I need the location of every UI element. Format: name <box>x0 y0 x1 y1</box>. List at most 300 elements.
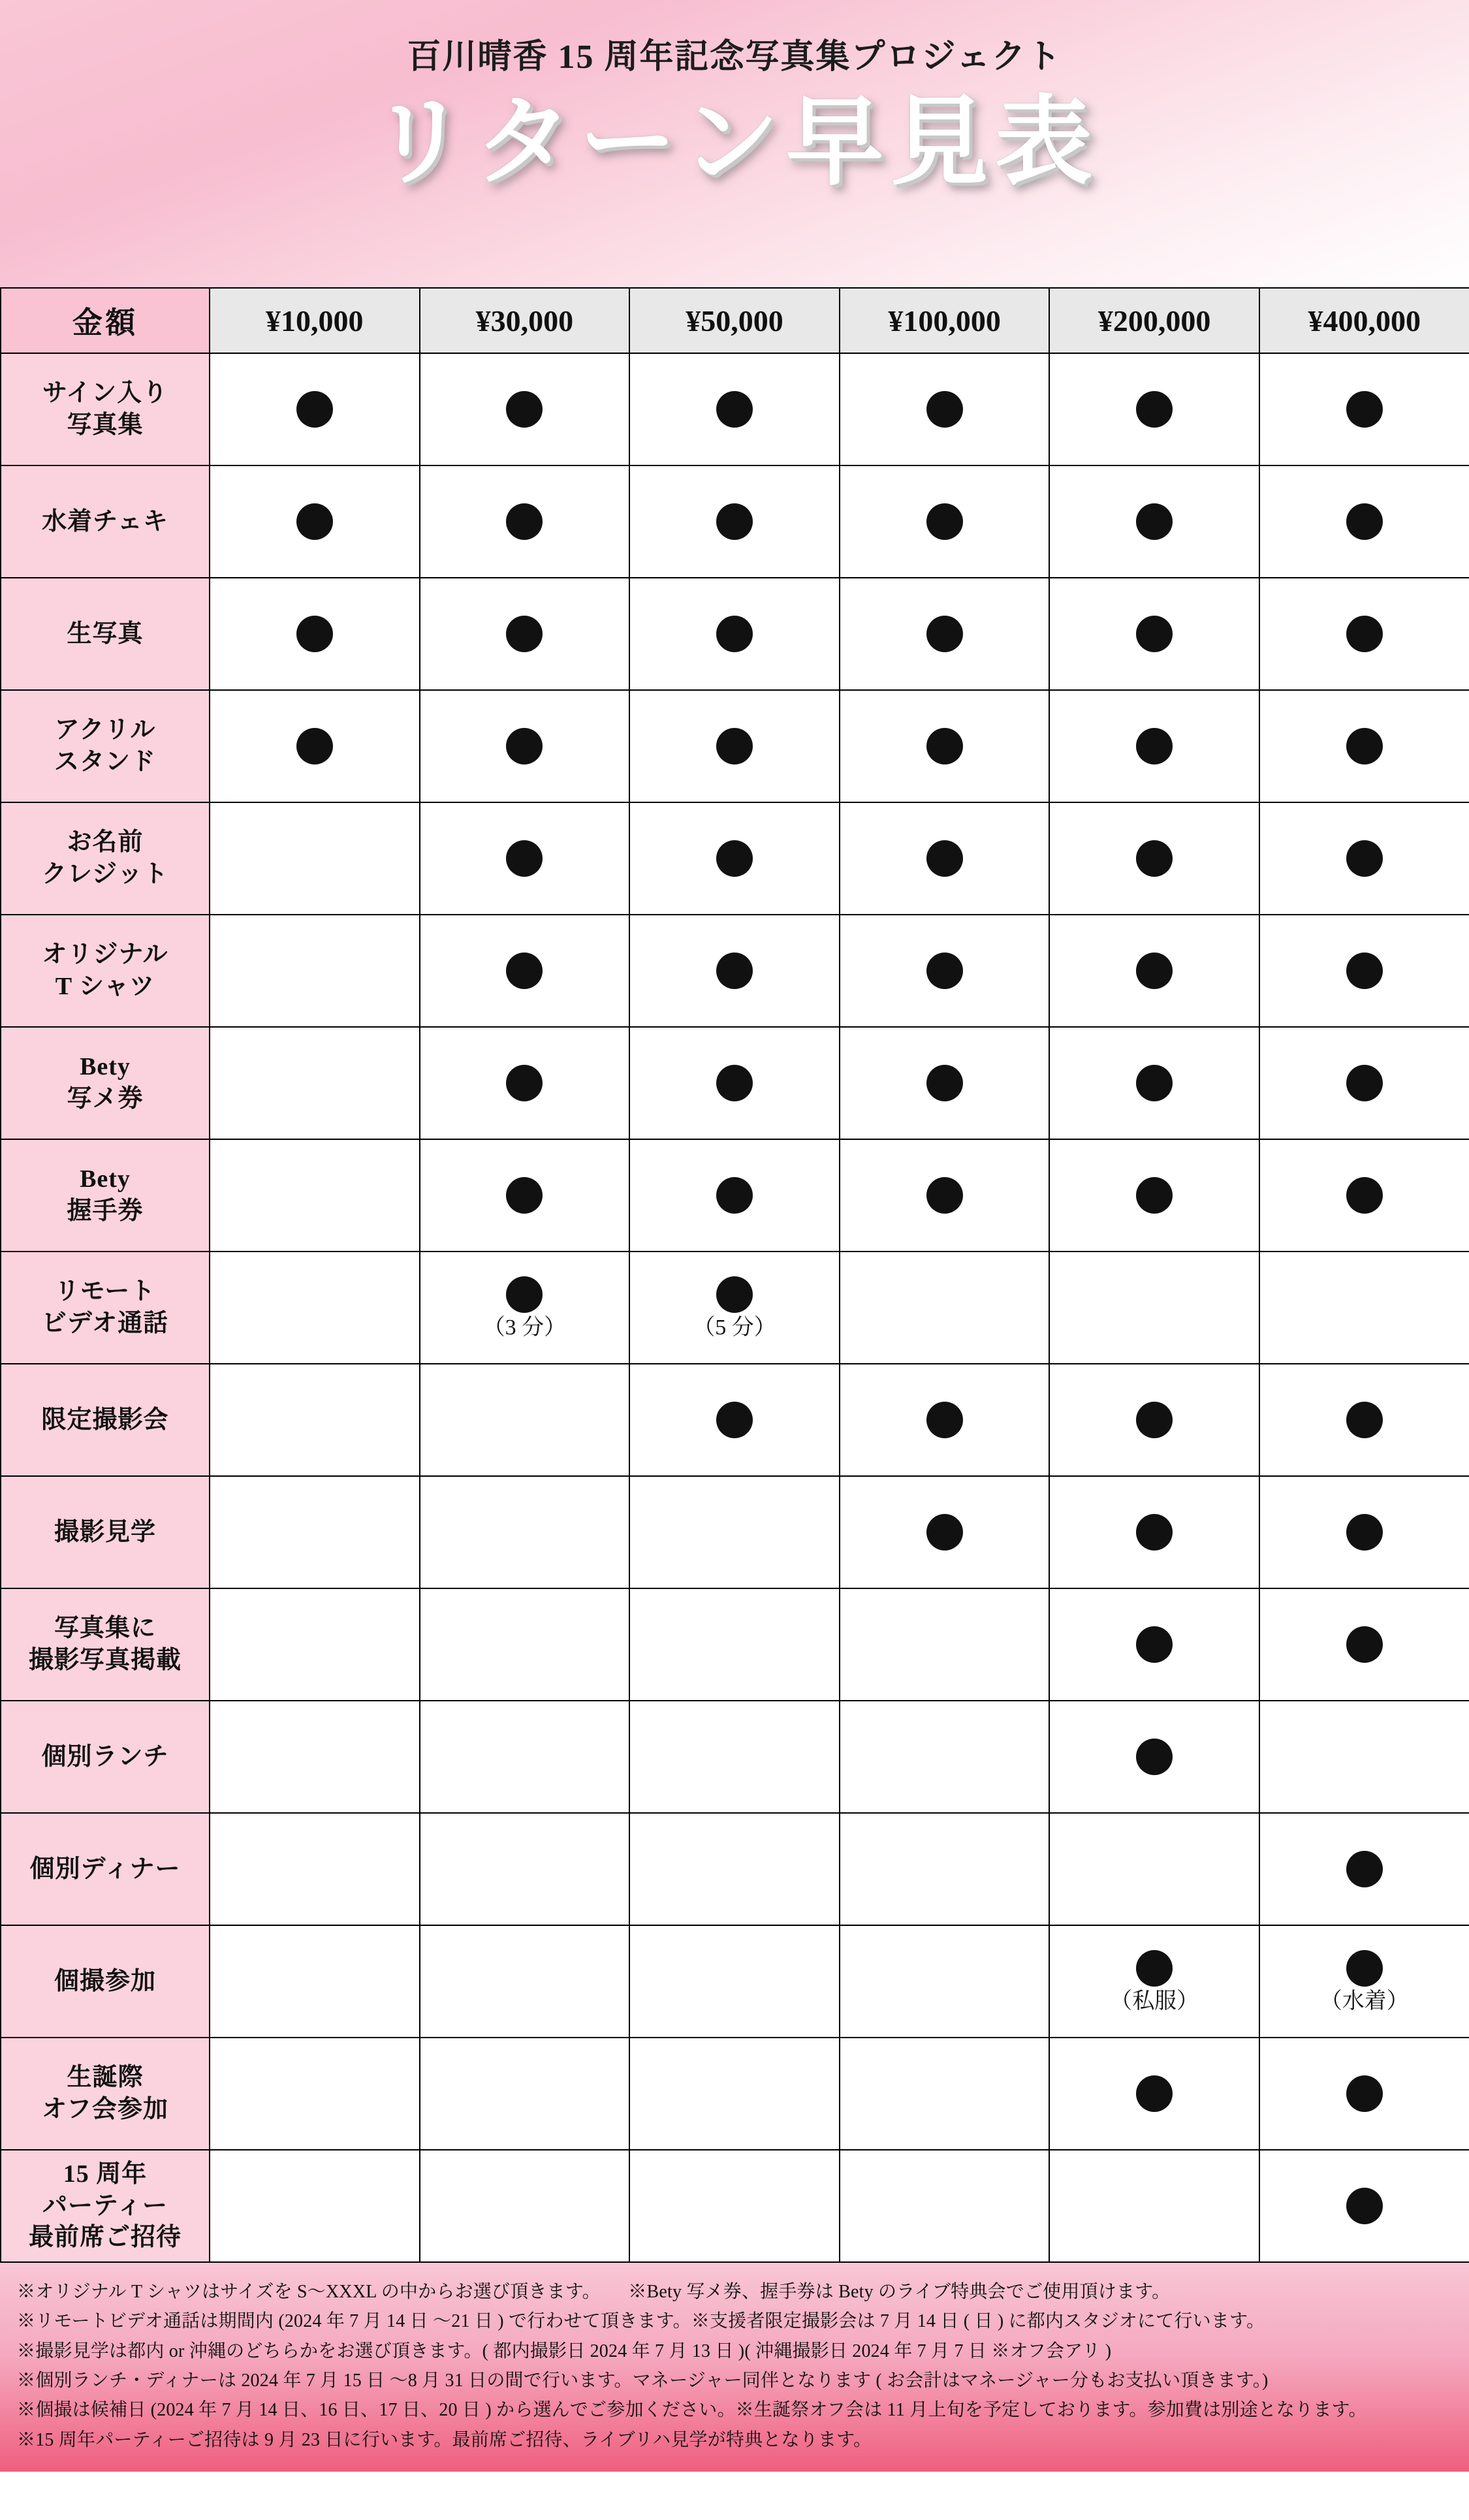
footnote-line: ※15 周年パーティーご招待は 9 月 23 日に行います。最前席ご招待、ライブリハ見学が特典となります。 <box>17 2429 872 2450</box>
reward-cell-content <box>1261 1950 1468 2013</box>
reward-cell-content <box>1261 840 1468 877</box>
reward-cell <box>1259 1027 1469 1139</box>
footnote-line: ※個別ランチ・ディナーは 2024 年 7 月 15 日 〜8 月 31 日の間で行います。マネージャー同伴となります ( お会計はマネージャー分もお支払い頂きます。) <box>17 2370 1269 2391</box>
reward-row-label-line: 握手券 <box>67 1197 144 1225</box>
reward-cell-content <box>1261 391 1468 428</box>
reward-cell <box>1259 578 1469 690</box>
reward-cell-content <box>841 840 1049 877</box>
reward-cell <box>420 1701 630 1813</box>
reward-cell-content <box>421 503 629 540</box>
reward-cell <box>210 1139 420 1252</box>
reward-cell <box>1049 2150 1259 2262</box>
reward-cell <box>1259 1252 1469 1364</box>
matrix-tier-header: ¥200,000 <box>1049 288 1259 353</box>
reward-cell <box>420 1476 630 1588</box>
included-dot-icon <box>1136 616 1173 652</box>
reward-row-label-line: パーティー <box>42 2192 168 2220</box>
included-dot-icon <box>1346 2188 1383 2224</box>
reward-cell <box>210 1252 420 1364</box>
table-row <box>1 2038 1469 2150</box>
reward-cell-content <box>1261 953 1468 989</box>
reward-cell-content <box>1261 1065 1468 1101</box>
included-dot-icon <box>1136 1950 1173 1987</box>
included-dot-icon <box>1346 1851 1383 1887</box>
reward-cell-content <box>1050 2075 1258 2112</box>
reward-cell-content <box>211 616 419 652</box>
table-row <box>1 578 1469 690</box>
reward-cell <box>840 690 1050 802</box>
reward-cell-content <box>841 728 1049 764</box>
reward-cell <box>1049 915 1259 1027</box>
reward-cell <box>629 2150 840 2262</box>
reward-cell-content <box>1050 1402 1258 1438</box>
included-dot-icon <box>1136 728 1173 764</box>
included-dot-icon <box>716 1402 753 1438</box>
included-dot-icon <box>926 391 963 428</box>
reward-row-label-line: Bety <box>80 1165 131 1193</box>
reward-row-label-line: 15 周年 <box>63 2160 148 2188</box>
reward-row-label <box>1 578 210 690</box>
reward-cell <box>1049 1252 1259 1364</box>
matrix-header-row <box>1 288 1469 353</box>
reward-cell-content <box>1050 1065 1258 1101</box>
reward-row-label-line: リモート <box>54 1278 156 1306</box>
reward-cell <box>840 578 1050 690</box>
included-dot-icon <box>296 391 333 428</box>
included-dot-icon <box>296 503 333 540</box>
reward-row-label-line: オリジナル <box>42 941 168 969</box>
included-dot-icon <box>1136 840 1173 877</box>
reward-cell <box>210 1813 420 1925</box>
reward-cell-content <box>1261 616 1468 652</box>
included-dot-icon <box>1136 1626 1173 1663</box>
reward-cell <box>1049 1364 1259 1476</box>
reward-cell <box>1049 465 1259 578</box>
reward-cell <box>1259 2038 1469 2150</box>
reward-cell-content <box>211 391 419 428</box>
included-dot-icon <box>506 840 543 877</box>
reward-cell-content <box>631 728 838 764</box>
reward-cell-content <box>841 503 1049 540</box>
table-row <box>1 465 1469 578</box>
reward-cell-content <box>841 391 1049 428</box>
included-dot-icon <box>926 616 963 652</box>
reward-row-label-line: ビデオ通話 <box>41 1310 169 1337</box>
reward-cell-content <box>1050 1950 1258 2013</box>
reward-row-label-line: 撮影写真掲載 <box>28 1646 182 1674</box>
included-dot-icon <box>1346 503 1383 540</box>
reward-cell <box>840 1364 1050 1476</box>
reward-cell <box>1049 1701 1259 1813</box>
reward-cell-content <box>841 953 1049 989</box>
reward-cell <box>1259 353 1469 465</box>
included-dot-icon <box>1136 1739 1173 1775</box>
reward-cell <box>629 1588 840 1701</box>
matrix-tier-header: ¥400,000 <box>1259 288 1469 353</box>
reward-cell <box>840 465 1050 578</box>
reward-cell <box>210 1027 420 1139</box>
reward-cell-content <box>1050 728 1258 764</box>
included-dot-icon <box>716 840 753 877</box>
reward-row-label <box>1 2150 210 2262</box>
reward-cell-content <box>1050 1739 1258 1775</box>
reward-row-label-line: 写メ券 <box>67 1085 144 1112</box>
included-dot-icon <box>506 728 543 764</box>
reward-cell-content <box>631 391 838 428</box>
reward-cell-content <box>1050 616 1258 652</box>
table-row <box>1 802 1469 915</box>
included-dot-icon <box>1346 728 1383 764</box>
reward-row-label-line: 限定撮影会 <box>41 1406 169 1434</box>
reward-cell <box>210 578 420 690</box>
table-row <box>1 915 1469 1027</box>
reward-row-label <box>1 915 210 1027</box>
reward-cell-content <box>841 1402 1049 1438</box>
included-dot-icon <box>1136 1514 1173 1551</box>
reward-cell <box>1259 1813 1469 1925</box>
reward-cell <box>210 690 420 802</box>
reward-row-label-line: 生誕際 <box>67 2064 144 2092</box>
reward-cell <box>840 2150 1050 2262</box>
reward-cell-content <box>631 1177 838 1214</box>
reward-row-label <box>1 1813 210 1925</box>
reward-cell <box>420 2038 630 2150</box>
reward-cell-content <box>631 616 838 652</box>
included-dot-icon <box>1346 1626 1383 1663</box>
included-dot-icon <box>1346 2075 1383 2112</box>
reward-cell <box>629 465 840 578</box>
reward-cell-content <box>1261 1177 1468 1214</box>
reward-cell <box>1259 465 1469 578</box>
table-row <box>1 1476 1469 1588</box>
table-row <box>1 690 1469 802</box>
reward-cell-content <box>1050 840 1258 877</box>
reward-cell-note: （私服） <box>1110 1989 1199 2013</box>
reward-row-label-line: 最前席ご招待 <box>28 2224 182 2252</box>
reward-cell <box>840 1925 1050 2038</box>
reward-row-label-line: スタンド <box>54 748 156 776</box>
included-dot-icon <box>926 503 963 540</box>
reward-row-label <box>1 353 210 465</box>
reward-row-label-line: サイン入り <box>42 379 168 407</box>
reward-row-label-line: 個別ランチ <box>41 1742 169 1771</box>
reward-cell <box>629 915 840 1027</box>
reward-cell <box>1049 802 1259 915</box>
table-row <box>1 2150 1469 2262</box>
included-dot-icon <box>716 391 753 428</box>
reward-cell <box>1049 690 1259 802</box>
reward-cell-content <box>211 728 419 764</box>
reward-cell <box>1259 1588 1469 1701</box>
included-dot-icon <box>1346 1402 1383 1438</box>
reward-cell-note: （3 分） <box>482 1315 567 1340</box>
reward-cell <box>1049 1925 1259 2038</box>
reward-cell-content <box>1261 1851 1468 1887</box>
reward-cell-content <box>1050 1626 1258 1663</box>
reward-cell <box>629 1027 840 1139</box>
reward-row-label-line: T シャツ <box>55 973 155 1000</box>
reward-cell <box>629 1925 840 2038</box>
included-dot-icon <box>506 616 543 652</box>
reward-cell <box>1049 1813 1259 1925</box>
table-row <box>1 1925 1469 2038</box>
table-row <box>1 1813 1469 1925</box>
reward-row-label-line: 個撮参加 <box>54 1967 156 1995</box>
matrix-body <box>1 353 1469 2262</box>
reward-cell-content <box>421 1065 629 1101</box>
reward-cell <box>420 1027 630 1139</box>
reward-matrix-table <box>0 287 1469 2263</box>
reward-row-label-line: オフ会参加 <box>42 2096 168 2123</box>
reward-cell <box>210 1925 420 2038</box>
reward-cell-content <box>631 1065 838 1101</box>
reward-cell-content <box>631 1402 838 1438</box>
included-dot-icon <box>716 953 753 989</box>
included-dot-icon <box>1346 391 1383 428</box>
table-row <box>1 1588 1469 1701</box>
reward-cell <box>1259 915 1469 1027</box>
reward-cell <box>1259 1476 1469 1588</box>
included-dot-icon <box>926 1065 963 1101</box>
reward-cell-content <box>1261 503 1468 540</box>
reward-cell <box>420 1139 630 1252</box>
reward-cell <box>420 2150 630 2262</box>
reward-cell-content <box>841 1177 1049 1214</box>
reward-row-label <box>1 1364 210 1476</box>
reward-row-label <box>1 1476 210 1588</box>
reward-cell-content <box>631 503 838 540</box>
included-dot-icon <box>1136 1402 1173 1438</box>
reward-row-label-line: 写真集に <box>54 1614 156 1643</box>
reward-row-label <box>1 2038 210 2150</box>
reward-cell <box>1049 353 1259 465</box>
reward-cell <box>420 353 630 465</box>
footnote-line: ※撮影見学は都内 or 沖縄のどちらかをお選び頂きます。( 都内撮影日 2024 年 7 月 13 日 )( 沖縄撮影日 2024 年 7 月 7 日 ※オフ会アリ ) <box>17 2340 1112 2361</box>
reward-cell <box>210 1476 420 1588</box>
reward-cell <box>1049 578 1259 690</box>
included-dot-icon <box>1346 1177 1383 1214</box>
reward-cell-content <box>631 840 838 877</box>
reward-cell-content <box>421 1276 629 1339</box>
reward-cell <box>1259 1139 1469 1252</box>
included-dot-icon <box>716 1065 753 1101</box>
reward-cell <box>629 1252 840 1364</box>
reward-cell <box>1049 1476 1259 1588</box>
reward-cell <box>210 2038 420 2150</box>
reward-cell <box>1049 1139 1259 1252</box>
reward-cell <box>420 1252 630 1364</box>
reward-cell <box>629 578 840 690</box>
reward-cell-content <box>631 953 838 989</box>
included-dot-icon <box>1346 840 1383 877</box>
table-row <box>1 353 1469 465</box>
reward-cell-content <box>1261 1514 1468 1551</box>
reward-cell <box>210 915 420 1027</box>
reward-cell <box>840 1027 1050 1139</box>
reward-cell <box>629 353 840 465</box>
reward-row-label <box>1 1701 210 1813</box>
footnote-line: ※個撮は候補日 (2024 年 7 月 14 日、16 日、17 日、20 日 ) から選んでご参加ください。※生誕祭オフ会は 11 月上旬を予定しております。参加費は別途となります。 <box>17 2400 1367 2421</box>
reward-cell <box>629 1139 840 1252</box>
included-dot-icon <box>506 953 543 989</box>
table-row <box>1 1701 1469 1813</box>
reward-cell <box>210 465 420 578</box>
included-dot-icon <box>716 503 753 540</box>
reward-cell <box>420 690 630 802</box>
included-dot-icon <box>1346 953 1383 989</box>
table-row <box>1 1139 1469 1252</box>
footnote-line: ※オリジナル T シャツはサイズを S〜XXXL の中からお選び頂きます。 ※Bety 写メ券、握手券は Bety のライブ特典会でご使用頂けます。 <box>17 2282 1171 2302</box>
reward-cell <box>629 690 840 802</box>
table-row <box>1 1252 1469 1364</box>
reward-row-label-line: クレジット <box>41 860 169 888</box>
header-text-block <box>0 0 1469 195</box>
reward-cell-note: （水着） <box>1319 1989 1409 2013</box>
reward-cell-content <box>421 1177 629 1214</box>
reward-row-label <box>1 1139 210 1252</box>
reward-cell-content <box>1050 1514 1258 1551</box>
reward-cell <box>840 1252 1050 1364</box>
reward-cell-content <box>841 1514 1049 1551</box>
reward-cell <box>420 1813 630 1925</box>
reward-cell-content <box>1261 1402 1468 1438</box>
reward-row-label <box>1 465 210 578</box>
reward-cell-content <box>1050 391 1258 428</box>
reward-cell-content <box>1050 1177 1258 1214</box>
reward-cell-note: （5 分） <box>693 1315 776 1340</box>
matrix-tier-header: ¥100,000 <box>840 288 1050 353</box>
reward-row-label <box>1 1925 210 2038</box>
reward-cell <box>629 1476 840 1588</box>
reward-row-label <box>1 1252 210 1364</box>
reward-cell-content <box>421 616 629 652</box>
reward-cell <box>420 578 630 690</box>
reward-cell-content <box>1261 2075 1468 2112</box>
reward-cell <box>840 802 1050 915</box>
included-dot-icon <box>926 1402 963 1438</box>
reward-cell-content <box>1261 1626 1468 1663</box>
reward-cell <box>1259 1701 1469 1813</box>
reward-cell-content <box>421 840 629 877</box>
reward-row-label-line: 写真集 <box>67 411 144 439</box>
footnote-line: ※リモートビデオ通話は期間内 (2024 年 7 月 14 日 〜21 日 ) で行わせて頂きます。※支援者限定撮影会は 7 月 14 日 ( 日 ) に都内スタジオにて行います。 <box>17 2311 1265 2332</box>
reward-cell-content <box>841 616 1049 652</box>
reward-cell <box>840 353 1050 465</box>
included-dot-icon <box>1136 503 1173 540</box>
reward-cell <box>210 2150 420 2262</box>
included-dot-icon <box>1346 1065 1383 1101</box>
included-dot-icon <box>1136 1177 1173 1214</box>
included-dot-icon <box>506 1065 543 1101</box>
reward-row-label <box>1 802 210 915</box>
reward-cell <box>210 353 420 465</box>
included-dot-icon <box>926 1177 963 1214</box>
reward-cell <box>629 1364 840 1476</box>
reward-row-label <box>1 1027 210 1139</box>
reward-cell <box>840 915 1050 1027</box>
reward-row-label-line: アクリル <box>54 716 156 744</box>
included-dot-icon <box>716 728 753 764</box>
reward-cell <box>210 802 420 915</box>
included-dot-icon <box>1136 2075 1173 2112</box>
reward-cell <box>1259 1364 1469 1476</box>
included-dot-icon <box>296 728 333 764</box>
reward-cell <box>840 2038 1050 2150</box>
included-dot-icon <box>1346 616 1383 652</box>
included-dot-icon <box>1136 391 1173 428</box>
page-title: リターン早見表 <box>370 89 1099 197</box>
reward-cell <box>1259 1925 1469 2038</box>
reward-row-label-line: 生写真 <box>67 620 144 648</box>
included-dot-icon <box>296 616 333 652</box>
table-row <box>1 1364 1469 1476</box>
reward-cell <box>629 2038 840 2150</box>
reward-cell-content <box>421 391 629 428</box>
reward-cell <box>1259 690 1469 802</box>
reward-cell <box>420 1588 630 1701</box>
included-dot-icon <box>926 953 963 989</box>
included-dot-icon <box>506 391 543 428</box>
reward-cell <box>210 1588 420 1701</box>
reward-row-label-line: 水着チェキ <box>42 507 168 535</box>
reward-cell <box>629 802 840 915</box>
included-dot-icon <box>506 1177 543 1214</box>
reward-cell <box>840 1813 1050 1925</box>
included-dot-icon <box>926 1514 963 1551</box>
reward-cell <box>420 802 630 915</box>
reward-row-label-line: 個別ディナー <box>29 1855 181 1883</box>
reward-cell-content <box>421 728 629 764</box>
included-dot-icon <box>716 616 753 652</box>
reward-cell <box>629 1701 840 1813</box>
reward-row-label-line: 撮影見学 <box>54 1518 156 1546</box>
reward-cell <box>840 1476 1050 1588</box>
matrix-tier-header: ¥30,000 <box>420 288 630 353</box>
included-dot-icon <box>716 1177 753 1214</box>
included-dot-icon <box>926 840 963 877</box>
reward-row-label <box>1 690 210 802</box>
included-dot-icon <box>926 728 963 764</box>
reward-cell <box>840 1701 1050 1813</box>
reward-cell <box>840 1139 1050 1252</box>
reward-cell-content <box>1261 2188 1468 2224</box>
table-row <box>1 1027 1469 1139</box>
page-header <box>0 0 1469 287</box>
reward-cell <box>1259 802 1469 915</box>
reward-row-label-line: Bety <box>80 1053 131 1081</box>
matrix-corner-label: 金額 <box>1 288 210 353</box>
reward-cell <box>420 465 630 578</box>
included-dot-icon <box>506 1276 543 1313</box>
reward-matrix-wrapper <box>0 287 1469 2263</box>
matrix-tier-header: ¥10,000 <box>210 288 420 353</box>
reward-row-label-line: お名前 <box>67 828 144 857</box>
reward-cell <box>840 1588 1050 1701</box>
reward-row-label <box>1 1588 210 1701</box>
reward-cell-content <box>1050 503 1258 540</box>
reward-cell-content <box>211 503 419 540</box>
included-dot-icon <box>506 503 543 540</box>
included-dot-icon <box>1346 1514 1383 1551</box>
matrix-tier-header: ¥50,000 <box>629 288 840 353</box>
reward-cell <box>629 1813 840 1925</box>
reward-cell <box>420 915 630 1027</box>
reward-cell <box>1049 1588 1259 1701</box>
reward-cell <box>1259 2150 1469 2262</box>
reward-cell <box>210 1364 420 1476</box>
reward-cell-content <box>631 1276 838 1339</box>
reward-cell <box>210 1701 420 1813</box>
